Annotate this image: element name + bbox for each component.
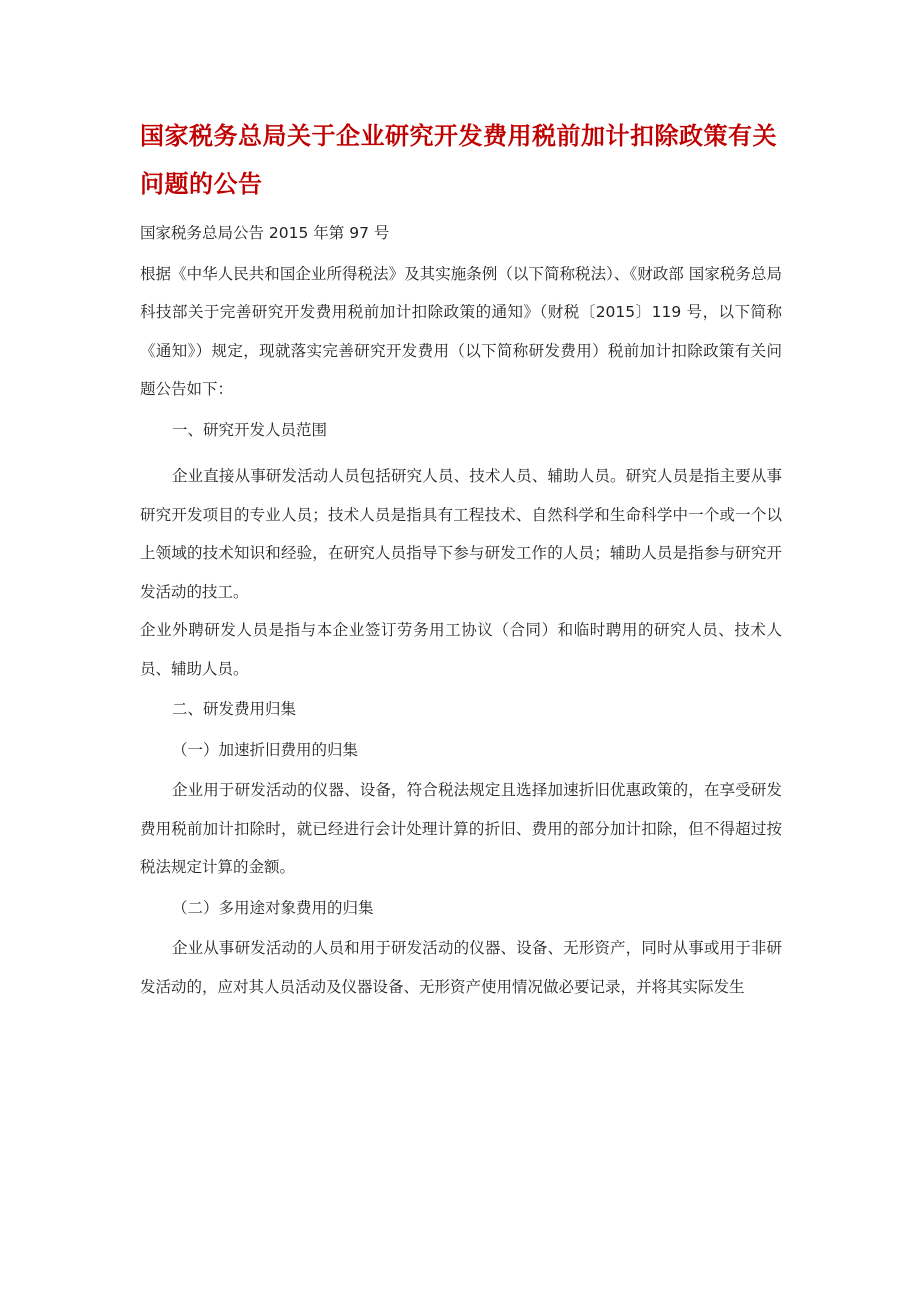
- intro-paragraph: 根据《中华人民共和国企业所得税法》及其实施条例（以下简称税法）、《财政部 国家税务总局 科技部关于完善研究开发费用税前加计扣除政策的通知》（财税〔2015〕119 号，以下简称《通知》）规定，现就落实完善研究开发费用（以下简称研发费用）税前加计扣除政策有关问题公告如下：: [140, 264, 782, 398]
- announcement-number: 国家税务总局公告 2015 年第 97 号: [140, 224, 390, 242]
- document-page: [140, 112, 782, 1006]
- subsection-heading-2-2: （二）多用途对象费用的归集: [172, 898, 374, 917]
- paragraph-external-personnel: 企业外聘研发人员是指与本企业签订劳务用工协议（合同）和临时聘用的研究人员、技术人员、辅助人员。: [140, 621, 782, 678]
- section-heading-2: 二、研发费用归集: [172, 700, 297, 718]
- section-heading-1: 一、研究开发人员范围: [172, 420, 328, 439]
- paragraph-depreciation: 企业用于研发活动的仪器、设备，符合税法规定且选择加速折旧优惠政策的，在享受研发费用税前加计扣除时，就已经进行会计处理计算的折旧、费用的部分加计扣除，但不得超过按税法规定计算的金额。: [140, 781, 782, 876]
- paragraph-multi-use: 企业从事研发活动的人员和用于研发活动的仪器、设备、无形资产，同时从事或用于非研发活动的，应对其人员活动及仪器设备、无形资产使用情况做必要记录，并将其实际发生: [140, 939, 782, 996]
- paragraph-personnel-scope: 企业直接从事研发活动人员包括研究人员、技术人员、辅助人员。研究人员是指主要从事研究开发项目的专业人员；技术人员是指具有工程技术、自然科学和生命科学中一个或一个以上领域的技术知识和经验，在研究人员指导下参与研发工作的人员；辅助人员是指参与研究开发活动的技工。: [140, 467, 782, 601]
- subsection-heading-2-1: （一）加速折旧费用的归集: [172, 740, 359, 759]
- document-title: 国家税务总局关于企业研究开发费用税前加计扣除政策有关问题的公告: [140, 122, 777, 198]
